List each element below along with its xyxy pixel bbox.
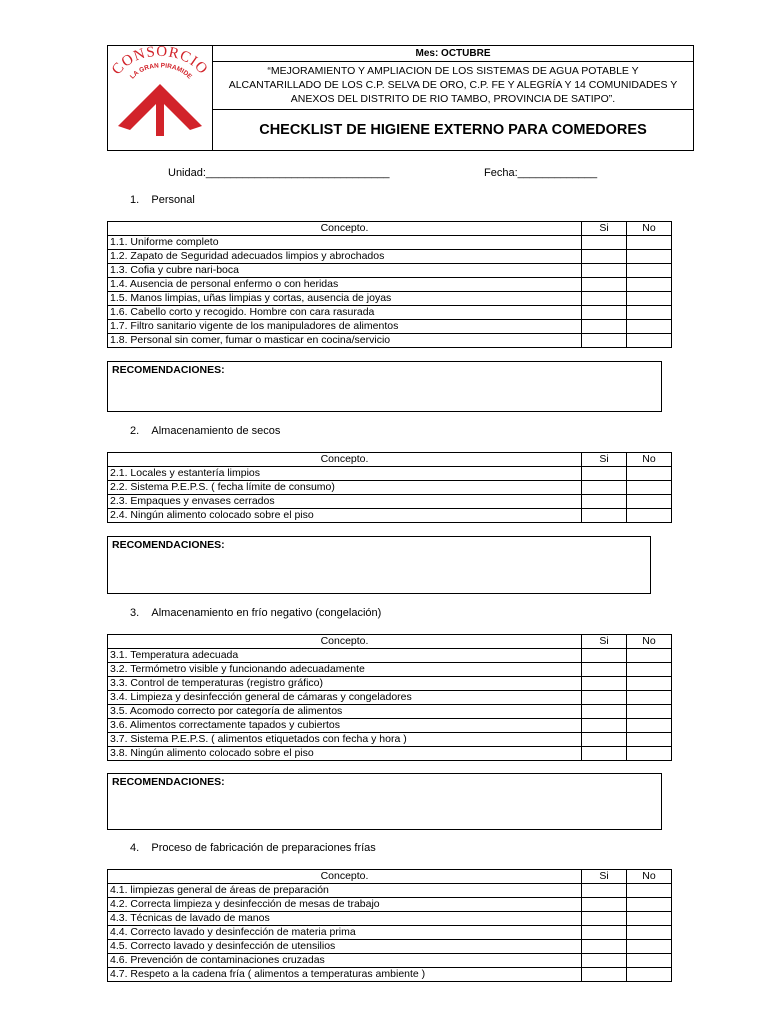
table-row (108, 747, 672, 761)
consorcio-logo-icon (108, 46, 212, 150)
project-line-1: “MEJORAMIENTO Y AMPLIACION DE LOS SISTEMAS DE AGUA POTABLE Y (267, 65, 639, 77)
checkbox-si[interactable] (582, 278, 627, 292)
checkbox-si[interactable] (582, 691, 627, 705)
item-concept: 3.4. Limpieza y desinfección general de cámaras y congeladores (108, 691, 582, 705)
table-row (108, 912, 672, 926)
table-row (108, 954, 672, 968)
header-concepto: Concepto. (108, 635, 582, 649)
checkbox-no[interactable] (627, 467, 672, 481)
item-concept: 4.2. Correcta limpieza y desinfección de mesas de trabajo (108, 898, 582, 912)
checkbox-si[interactable] (582, 250, 627, 264)
item-concept: 3.1. Temperatura adecuada (108, 649, 582, 663)
item-concept: 3.5. Acomodo correcto por categoría de alimentos (108, 705, 582, 719)
header-si: Si (582, 453, 627, 467)
table-row (108, 467, 672, 481)
fecha-field: Fecha:_____________ (484, 167, 598, 179)
header-concepto: Concepto. (108, 222, 582, 236)
checkbox-si[interactable] (582, 747, 627, 761)
checkbox-no[interactable] (627, 926, 672, 940)
checkbox-si[interactable] (582, 733, 627, 747)
checkbox-si[interactable] (582, 306, 627, 320)
item-concept: 1.6. Cabello corto y recogido. Hombre con cara rasurada (108, 306, 582, 320)
table-row (108, 926, 672, 940)
item-concept: 3.2. Termómetro visible y funcionando adecuadamente (108, 663, 582, 677)
checkbox-no[interactable] (627, 747, 672, 761)
checkbox-no[interactable] (627, 334, 672, 348)
table-row (108, 705, 672, 719)
header-concepto: Concepto. (108, 870, 582, 884)
checkbox-si[interactable] (582, 663, 627, 677)
checklist-table (107, 869, 672, 982)
checkbox-no[interactable] (627, 954, 672, 968)
checklist-table (107, 452, 672, 523)
checkbox-no[interactable] (627, 495, 672, 509)
table-row (108, 649, 672, 663)
checkbox-si[interactable] (582, 320, 627, 334)
checkbox-si[interactable] (582, 292, 627, 306)
checkbox-si[interactable] (582, 884, 627, 898)
section-title: 3. Almacenamiento en frío negativo (congelación) (130, 607, 382, 619)
checkbox-no[interactable] (627, 677, 672, 691)
checklist-table (107, 221, 672, 348)
table-row (108, 236, 672, 250)
checkbox-no[interactable] (627, 250, 672, 264)
document-header (107, 45, 694, 151)
checkbox-no[interactable] (627, 705, 672, 719)
checkbox-si[interactable] (582, 954, 627, 968)
checkbox-no[interactable] (627, 719, 672, 733)
recomendaciones-label: RECOMENDACIONES: (112, 776, 225, 788)
checkbox-si[interactable] (582, 926, 627, 940)
table-row (108, 663, 672, 677)
item-concept: 2.4. Ningún alimento colocado sobre el piso (108, 509, 582, 523)
table-row (108, 292, 672, 306)
item-concept: 3.3. Control de temperaturas (registro gráfico) (108, 677, 582, 691)
header-no: No (627, 635, 672, 649)
header-no: No (627, 870, 672, 884)
recomendaciones-label: RECOMENDACIONES: (112, 364, 225, 376)
checkbox-si[interactable] (582, 264, 627, 278)
item-concept: 1.3. Cofia y cubre nari-boca (108, 264, 582, 278)
table-row (108, 677, 672, 691)
checkbox-no[interactable] (627, 691, 672, 705)
svg-text:CONSORCIO (109, 46, 211, 78)
checkbox-si[interactable] (582, 334, 627, 348)
checkbox-no[interactable] (627, 940, 672, 954)
checkbox-si[interactable] (582, 898, 627, 912)
item-concept: 2.1. Locales y estantería limpios (108, 467, 582, 481)
table-row (108, 250, 672, 264)
item-concept: 3.6. Alimentos correctamente tapados y cubiertos (108, 719, 582, 733)
item-concept: 1.7. Filtro sanitario vigente de los manipuladores de alimentos (108, 320, 582, 334)
header-si: Si (582, 870, 627, 884)
checkbox-no[interactable] (627, 733, 672, 747)
checkbox-no[interactable] (627, 306, 672, 320)
recomendaciones-label: RECOMENDACIONES: (112, 539, 225, 551)
table-row (108, 691, 672, 705)
section-title: 1. Personal (130, 194, 195, 206)
checkbox-si[interactable] (582, 912, 627, 926)
logo (108, 46, 213, 150)
project-line-2: ALCANTARILLADO DE LOS C.P. SELVA DE ORO, C.P. FE Y ALEGRÍA Y 14 COMUNIDADES Y (228, 79, 678, 91)
item-concept: 1.2. Zapato de Seguridad adecuados limpios y abrochados (108, 250, 582, 264)
recomendaciones-box[interactable] (107, 773, 662, 830)
table-header-row (108, 453, 672, 467)
table-row (108, 509, 672, 523)
item-concept: 4.6. Prevención de contaminaciones cruzadas (108, 954, 582, 968)
checkbox-no[interactable] (627, 320, 672, 334)
item-concept: 4.3. Técnicas de lavado de manos (108, 912, 582, 926)
checkbox-si[interactable] (582, 705, 627, 719)
item-concept: 1.5. Manos limpias, uñas limpias y cortas, ausencia de joyas (108, 292, 582, 306)
item-concept: 2.3. Empaques y envases cerrados (108, 495, 582, 509)
table-row (108, 884, 672, 898)
table-row (108, 278, 672, 292)
checklist-table (107, 634, 672, 761)
table-row (108, 264, 672, 278)
recomendaciones-box[interactable] (107, 536, 651, 594)
header-no: No (627, 222, 672, 236)
item-concept: 1.4. Ausencia de personal enfermo o con heridas (108, 278, 582, 292)
table-row (108, 334, 672, 348)
checkbox-no[interactable] (627, 278, 672, 292)
checkbox-no[interactable] (627, 663, 672, 677)
recomendaciones-box[interactable] (107, 361, 662, 412)
table-row (108, 481, 672, 495)
table-header-row (108, 870, 672, 884)
checkbox-no[interactable] (627, 264, 672, 278)
checkbox-si[interactable] (582, 481, 627, 495)
header-concepto: Concepto. (108, 453, 582, 467)
table-header-row (108, 222, 672, 236)
checkbox-no[interactable] (627, 292, 672, 306)
table-row (108, 320, 672, 334)
item-concept: 4.7. Respeto a la cadena fría ( alimentos a temperaturas ambiente ) (108, 968, 582, 982)
checkbox-no[interactable] (627, 481, 672, 495)
header-no: No (627, 453, 672, 467)
table-row (108, 733, 672, 747)
checkbox-si[interactable] (582, 677, 627, 691)
checkbox-no[interactable] (627, 509, 672, 523)
project-description (213, 62, 693, 110)
item-concept: 1.1. Uniforme completo (108, 236, 582, 250)
checkbox-si[interactable] (582, 968, 627, 982)
checkbox-si[interactable] (582, 509, 627, 523)
checkbox-no[interactable] (627, 884, 672, 898)
checkbox-si[interactable] (582, 649, 627, 663)
item-concept: 3.8. Ningún alimento colocado sobre el piso (108, 747, 582, 761)
section-title: 4. Proceso de fabricación de preparaciones frías (130, 842, 376, 854)
item-concept: 3.7. Sistema P.E.P.S. ( alimentos etiquetados con fecha y hora ) (108, 733, 582, 747)
checkbox-no[interactable] (627, 912, 672, 926)
header-si: Si (582, 222, 627, 236)
item-concept: 4.4. Correcto lavado y desinfección de materia prima (108, 926, 582, 940)
table-row (108, 968, 672, 982)
month-label: Mes: OCTUBRE (213, 46, 693, 62)
checkbox-si[interactable] (582, 719, 627, 733)
checkbox-si[interactable] (582, 236, 627, 250)
table-row (108, 940, 672, 954)
section-title: 2. Almacenamiento de secos (130, 425, 281, 437)
item-concept: 4.5. Correcto lavado y desinfección de utensilios (108, 940, 582, 954)
checkbox-no[interactable] (627, 898, 672, 912)
checkbox-no[interactable] (627, 236, 672, 250)
item-concept: 1.8. Personal sin comer, fumar o masticar en cocina/servicio (108, 334, 582, 348)
checkbox-si[interactable] (582, 467, 627, 481)
item-concept: 4.1. limpiezas general de áreas de preparación (108, 884, 582, 898)
checkbox-si[interactable] (582, 495, 627, 509)
logo-subtext: LA GRAN PIRAMIDE (128, 62, 194, 81)
table-row (108, 306, 672, 320)
logo-text: CONSORCIO (108, 46, 211, 78)
item-concept: 2.2. Sistema P.E.P.S. ( fecha límite de consumo) (108, 481, 582, 495)
table-row (108, 898, 672, 912)
unidad-field: Unidad:______________________________ (168, 167, 390, 179)
checkbox-no[interactable] (627, 649, 672, 663)
document-title: CHECKLIST DE HIGIENE EXTERNO PARA COMEDORES (259, 122, 647, 138)
table-row (108, 495, 672, 509)
project-line-3: ANEXOS DEL DISTRITO DE RIO TAMBO, PROVINCIA DE SATIPO”. (290, 93, 616, 105)
table-header-row (108, 635, 672, 649)
checkbox-si[interactable] (582, 940, 627, 954)
header-si: Si (582, 635, 627, 649)
table-row (108, 719, 672, 733)
checkbox-no[interactable] (627, 968, 672, 982)
